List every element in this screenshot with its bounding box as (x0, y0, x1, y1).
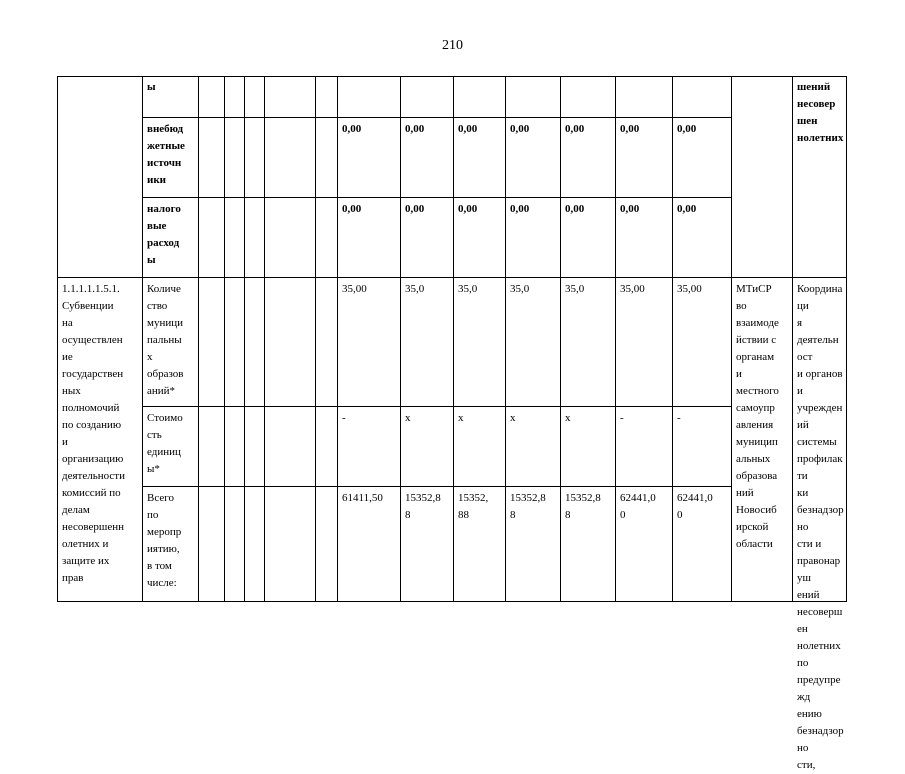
value-cell: 0,00 (565, 123, 585, 135)
value-cell: 0,00 (510, 203, 530, 215)
row-label: ы (147, 81, 156, 93)
value-cell: 15352,8 8 (405, 492, 441, 521)
value-cell: 15352,8 8 (510, 492, 546, 521)
value-cell: 0,00 (620, 203, 640, 215)
value-cell: - (677, 412, 681, 424)
value-cell: х (510, 412, 516, 424)
value-cell: х (565, 412, 571, 424)
value-cell: 15352, 88 (458, 492, 489, 521)
value-cell: 0,00 (342, 203, 362, 215)
value-cell: - (620, 412, 624, 424)
executor-cell: МТиСР во взаимоде йствии с органам и местного самоупр авления муницип альных образова ний Новосиб ирской области (736, 283, 779, 550)
value-cell: 0,00 (677, 203, 697, 215)
col-line (224, 76, 225, 602)
value-cell: 0,00 (458, 123, 478, 135)
value-cell: 0,00 (620, 123, 640, 135)
value-cell: - (342, 412, 346, 424)
row-label: Стоимо сть единиц ы* (147, 412, 183, 475)
row-label: налого вые расход ы (147, 203, 181, 266)
row-label: Количе ство муници пальны х образов аний* (147, 283, 184, 397)
value-cell: 35,0 (565, 283, 585, 295)
value-cell: 0,00 (458, 203, 478, 215)
table-bottom-border (57, 601, 847, 602)
value-cell: 35,0 (510, 283, 530, 295)
value-cell: 0,00 (342, 123, 362, 135)
col-line (198, 76, 199, 602)
col-line (337, 76, 338, 602)
value-cell: 35,00 (620, 283, 645, 295)
value-cell: 62441,0 0 (677, 492, 713, 521)
col-line (244, 76, 245, 602)
page-number: 210 (442, 38, 463, 53)
value-cell: 35,00 (342, 283, 367, 295)
result-cell: Координаци я деятельност и органов и учреждений системы профилакти ки безнадзорно сти и правонаруш ений несовершен нолетних по предупрежд ению безнадзорно сти, (797, 283, 844, 771)
value-cell: 35,0 (458, 283, 478, 295)
value-cell: 0,00 (565, 203, 585, 215)
result-cell: шений несовершен нолетних (797, 81, 844, 144)
value-cell: х (458, 412, 464, 424)
row-label: внебюд жетные источн ики (147, 123, 185, 186)
col-line (264, 76, 265, 602)
measure-code-name: 1.1.1.1.1.5.1. Субвенции на осуществлен ие государствен ных полномочий по созданию и организацию деятельности комиссий по делам несовершенн олетних и защите их прав (62, 283, 125, 584)
col-line (315, 76, 316, 602)
value-cell: 35,00 (677, 283, 702, 295)
value-cell: 61411,50 (342, 492, 383, 504)
value-cell: 0,00 (510, 123, 530, 135)
row-label: Всего по меропр иятию, в том числе: (147, 492, 182, 589)
value-cell: 35,0 (405, 283, 425, 295)
value-cell: 0,00 (405, 203, 425, 215)
value-cell: 0,00 (677, 123, 697, 135)
value-cell: 62441,0 0 (620, 492, 656, 521)
value-cell: х (405, 412, 411, 424)
value-cell: 0,00 (405, 123, 425, 135)
value-cell: 15352,8 8 (565, 492, 601, 521)
